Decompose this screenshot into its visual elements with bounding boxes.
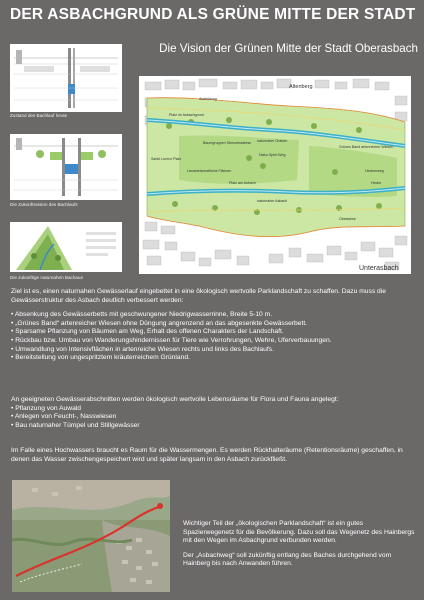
- map-label-hecke: Hecke: [371, 181, 382, 185]
- map-label-platz-am-asbach: Platz am Asbach: [229, 181, 256, 185]
- cross-section-current-drawing: [10, 44, 122, 112]
- map-label-naturnaher-asbach: naturnaher Asbach: [257, 199, 288, 203]
- map-label-baumgruppen: Baumgruppen Streuobstwiese: [203, 141, 252, 145]
- thumbnail-current-state: [10, 44, 122, 112]
- map-label-spielplatz: Platz im Asbachgrund: [169, 113, 204, 117]
- list-item: • Bereitstellung von ungespritztem kräuterreichem Grünland.: [11, 354, 415, 363]
- closing-paragraph: Wichtiger Teil der „ökologischen Parklandschaft“ ist ein gutes Spazierwegenetz für die Bevölkerung. Dazu soll das Wegenetz des Hainbergs mit den Wegen im Asbachgrund verbunden werden.: [183, 520, 415, 545]
- thumbnail-future-floodplain: [10, 222, 122, 272]
- habitats-list: [11, 405, 415, 431]
- habitat-intro: An geeigneten Gewässerabschnitten werden ökologisch wertvolle Lebensräume für Flora und Fauna angelegt:: [11, 396, 339, 403]
- map-label-landwirtschaft: Landwirtschaftliche Flächen: [187, 169, 232, 173]
- aerial-photo-drawing: [12, 480, 170, 592]
- cross-section-future-drawing: [10, 134, 122, 200]
- page-subtitle: Die Vision der Grünen Mitte der Stadt Oberasbach: [159, 42, 418, 55]
- list-item: • Pflanzung von Auwald: [11, 405, 415, 414]
- park-plan-drawing: [139, 76, 411, 274]
- flood-paragraph: Im Falle eines Hochwassers braucht es Raum für die Wassermengen. Es werden Rückhalteräume (Retentionsräume) geschaffen, in denen das Wasser zwischengespeichert wird und später langsam in den Asbach zurückfließt.: [11, 447, 403, 463]
- closing-section: [183, 520, 415, 575]
- list-item: • Rückbau bzw. Umbau von Wanderungshindernissen für Tiere wie Verrohrungen, Wehre, Uferverbauungen.: [11, 337, 415, 346]
- map-label-obstwiese: Obstwiese: [339, 217, 356, 221]
- list-item: • „Grünes Band“ artenreicher Wiesen ohne Düngung angrenzend an das abgesenkte Gewässerbett.: [11, 320, 415, 329]
- list-item: • Bau naturnaher Tümpel und Stillgewässer: [11, 422, 415, 431]
- list-item: • Umwandlung von Intensivflächen in artenreiche Wiesen rechts und links des Bachlaufs.: [11, 346, 415, 355]
- thumbnail-future-vision: [10, 134, 122, 200]
- map-label-heckenweg: Heckenweg: [365, 169, 384, 173]
- list-item: • Anlegen von Feucht-, Nasswiesen: [11, 413, 415, 422]
- park-plan-map: [139, 76, 411, 274]
- list-item: • Absenkung des Gewässerbetts mit geschwungener Niedrigwasserrinne, Breite 5-10 m.: [11, 311, 415, 320]
- closing-paragraph: Der „Asbachweg“ soll zukünftig entlang des Baches durchgehend vom Hainberg bis nach Anwanden führen.: [183, 551, 392, 568]
- flood-section: [11, 447, 415, 464]
- goal-paragraph: Ziel ist es, einen naturnahen Gewässerlauf eingebettet in eine ökologisch wertvolle Parklandschaft zu schaffen. Dazu muss die Gewässerstruktur des Asbach deutlich verbessert werden:: [11, 288, 386, 304]
- measures-list: [11, 311, 415, 363]
- page-title: DER ASBACHGRUND ALS GRÜNE MITTE DER STADT: [10, 6, 416, 23]
- thumbnail-caption: Zustand des Bachlauf heute: [10, 113, 68, 118]
- goal-section: [11, 288, 415, 363]
- habitat-section: [11, 396, 415, 430]
- map-label-naturerlebnis: Natur-Spiel-Weg: [259, 153, 286, 157]
- thumbnail-caption: Die Zukunftsvision des Bachlaufs: [10, 202, 78, 207]
- map-label-altenberg: Altenberg: [289, 84, 313, 90]
- list-item: • Sparsame Pflanzung von Bäumen am Weg, Erhalt des offenen Charakters der Landschaft.: [11, 328, 415, 337]
- thumbnail-caption: Die zukünftige naturnahen Bachaue: [10, 275, 84, 280]
- map-label-ausbildung: Ausbildung: [199, 97, 217, 101]
- map-label-unterasbach: Unterasbach: [359, 265, 399, 272]
- map-label-naturnaher-graben: naturnaher Graben: [257, 139, 288, 143]
- map-label-gruenes-band: Grünes Band artenreicher Wiesen: [339, 145, 394, 149]
- floodplain-illustration: [10, 222, 122, 272]
- map-label-lorenz: Sankt Lorenz Platz: [151, 157, 182, 161]
- aerial-route-map: [12, 480, 170, 592]
